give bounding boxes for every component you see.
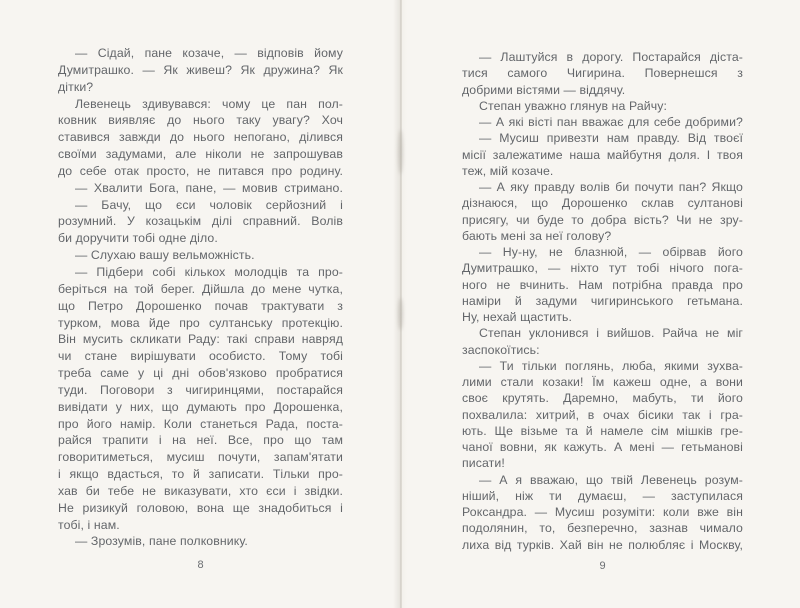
- text-line: — Ти тільки поглянь, люба, якими зухва-: [479, 358, 743, 373]
- right-page-text: [462, 49, 743, 553]
- text-line: — Зрозумів, пане полковнику.: [75, 534, 248, 549]
- text-line: — Ну-ну, не блазнюй, — обірвав його: [479, 245, 743, 259]
- text-line: райся трапити і на неї. Все, про що там: [58, 433, 343, 448]
- text-line: бають мені за неї голову?: [462, 228, 612, 243]
- text-line: Думитрашко, — ніхто тут тобі нічого пога-: [462, 261, 743, 276]
- text-line: своє крутять. Даремно, мабуть, ти його: [462, 391, 743, 406]
- text-line: тися самого Чигирина. Повернешся з: [462, 66, 743, 81]
- text-line: говоритиметься, мусиш почути, запам'ятати: [58, 450, 343, 465]
- text-line: вивідати у них, що думають про Дорошенка,: [58, 399, 343, 414]
- text-line: ного не вчинить. Нам потрібна правда про: [462, 277, 743, 292]
- text-line: — А які вісті пан вважає для себе добрими?: [479, 115, 743, 129]
- text-line: заспокоїтись:: [462, 342, 540, 357]
- text-line: — Лаштуйся в дорогу. Постарайся діста-: [479, 50, 743, 64]
- text-line: Левенець здивувався: чому це пан пол-: [75, 96, 343, 111]
- text-line: чаної вовни, як кажуть. А мені — гетьманові: [462, 440, 743, 454]
- text-line: Він мусить скликати Раду: такі справи навряд: [58, 332, 343, 347]
- text-line: — А я вважаю, що твій Левенець розум-: [479, 472, 743, 487]
- text-line: ють. Ще візьме та й намеле сім мішків гре-: [462, 423, 743, 438]
- text-line: — А яку правду волів би почути пан? Якщо: [479, 180, 743, 194]
- page-number-right: 9: [599, 560, 606, 572]
- text-line: Ну, нехай щастить.: [462, 310, 572, 324]
- text-line: теж, мій козаче.: [462, 163, 554, 178]
- text-line: до себе отак просто, не питався про родину.: [58, 163, 343, 178]
- text-line: Степан уклонився і вийшов. Райча не міг: [479, 326, 743, 341]
- text-line: — Хвалити Бога, пане, — мовив стримано.: [75, 180, 343, 195]
- text-line: — Мусиш привезти нам правду. Від твоєї: [479, 131, 743, 146]
- text-line: що Петро Дорошенко почав трактувати з: [58, 298, 343, 313]
- text-line: наміри й задуми чигиринського гетьмана.: [462, 293, 743, 308]
- text-line: дізнаюся, що Дорошенко склав султанові: [462, 196, 743, 211]
- text-line: турком, мова йде про султанську протекцію.: [58, 315, 343, 330]
- text-line: Роксандра. — Мусиш розуміти: коли вже він: [462, 505, 743, 519]
- text-line: Не ризикуй головою, вона ще знадобиться і: [58, 500, 343, 515]
- left-page-text: [58, 45, 343, 550]
- text-line: треба саме у ці дні обов'язково пробратися: [58, 366, 343, 381]
- text-line: своїми задумами, але ніколи не запрошував: [58, 147, 343, 162]
- text-line: хав би тебе не виказувати, хто єси і звідки.: [58, 483, 343, 498]
- text-line: би доручити тобі одне діло.: [58, 231, 218, 246]
- text-line: ніший, ніж ти думаєш, — заступилася: [462, 488, 743, 503]
- text-line: похвалила: хитрий, в очах бісики так і гра-: [462, 407, 743, 422]
- text-line: тобі, і нам.: [58, 517, 120, 532]
- text-line: добрими вістями — віддячу.: [462, 82, 626, 97]
- text-line: ковник виявляє до нього таку увагу? Хоч: [58, 113, 343, 128]
- text-line: подолянин, то, безперечно, зазнав чимало: [462, 521, 743, 536]
- page-number-left: 8: [197, 559, 204, 571]
- text-line: лиха від турків. Хай він не полюбляє і Москву,: [462, 537, 743, 552]
- text-line: Степан уважно глянув на Райчу:: [479, 98, 668, 113]
- text-line: лими стали козаки! Їм кажеш одне, а вони: [462, 375, 743, 389]
- text-line: писати!: [462, 456, 505, 471]
- text-line: розумний. У козацькім ділі справний. Волів: [58, 214, 343, 229]
- text-line: про його намір. Коли станеться Рада, поста-: [58, 416, 343, 431]
- gutter-crease-mark: [398, 130, 403, 174]
- text-line: дітки?: [58, 79, 94, 94]
- text-line: — Слухаю вашу вельможність.: [75, 248, 255, 263]
- text-line: — Сідай, пане козаче, — відповів йому: [75, 46, 343, 60]
- text-line: місії залежатиме наша майбутня доля. І твоя: [462, 147, 743, 162]
- gutter-crease-mark: [398, 298, 403, 330]
- text-line: ставився завжди до нього непогано, ділився: [58, 130, 343, 145]
- text-line: присягу, чи буде то добра вість? Чи не зру-: [462, 212, 743, 227]
- text-line: — Бачу, що єси чоловік серйозний і: [75, 197, 343, 212]
- text-line: і якщо вдасться, то й записати. Тільки про-: [58, 467, 343, 482]
- text-line: туди. Поговори з чигиринцями, постарайся: [58, 382, 343, 397]
- text-line: — Підбери собі кількох молодців та про-: [75, 264, 343, 279]
- text-line: чи стане вирішувати особисто. Тому тобі: [58, 349, 343, 364]
- text-line: Думитрашко. — Як живеш? Як дружина? Як: [58, 62, 343, 77]
- text-line: беріться на той берег. Дійшла до мене чутка,: [58, 281, 343, 296]
